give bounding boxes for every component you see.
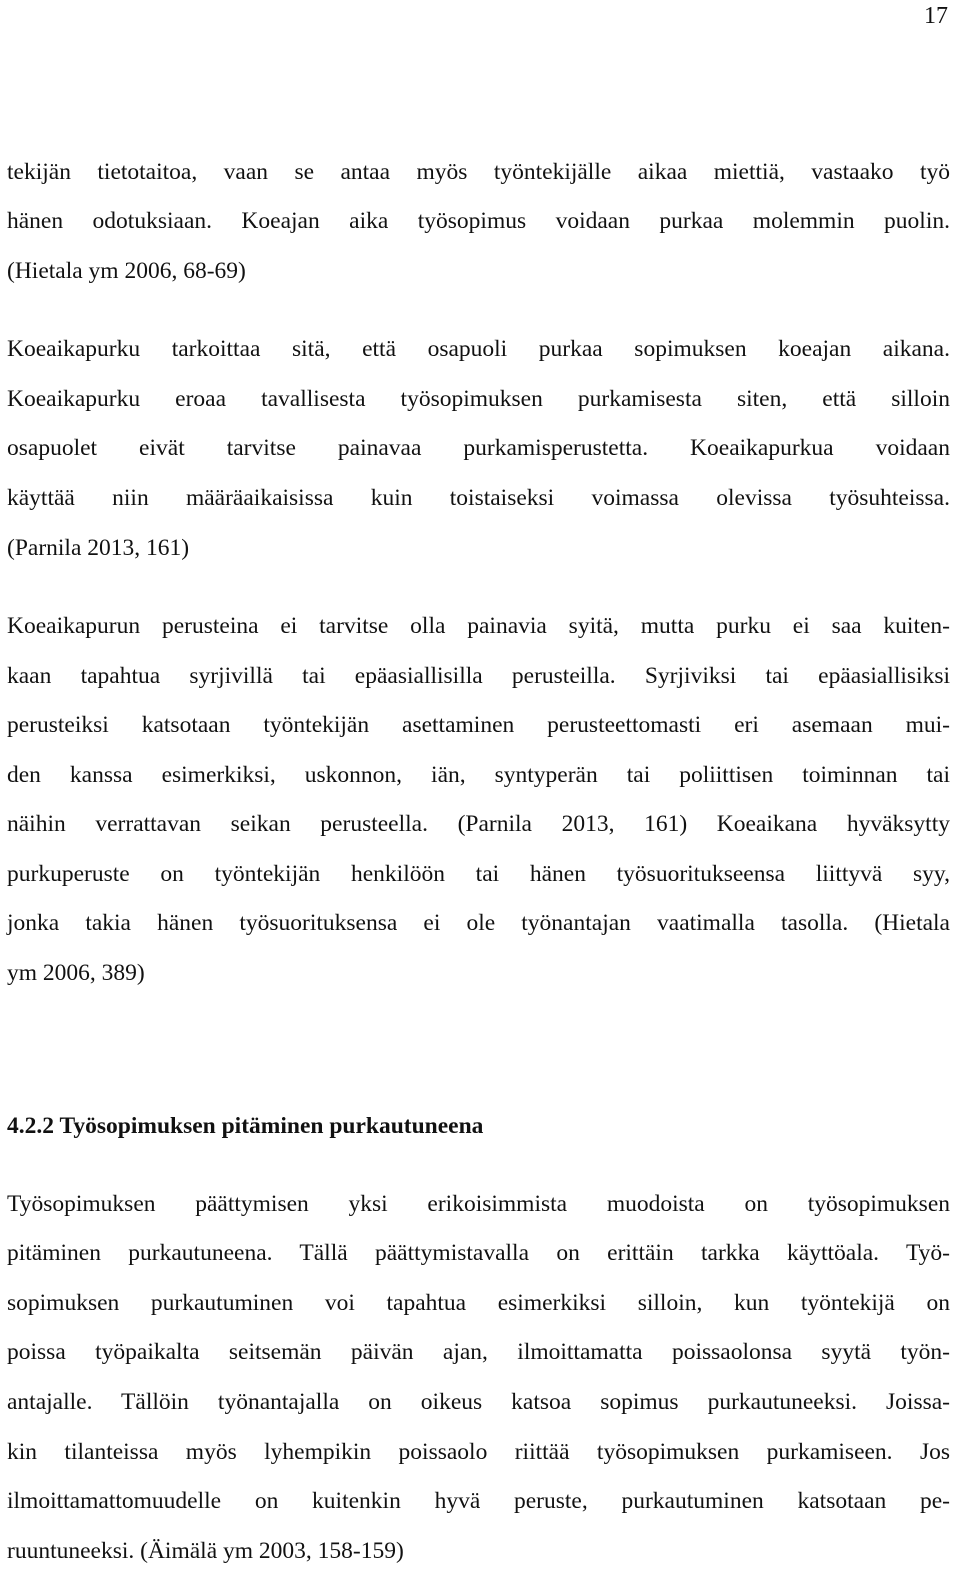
paragraph-3-line-1: Koeaikapurun perusteina ei tarvitse olla painavia syitä, mutta purku ei saa kuiten- <box>7 613 950 639</box>
paragraph-4-line-6: kin tilanteissa myös lyhempikin poissaolo riittää työsopimuksen purkamiseen. Jos <box>7 1439 950 1465</box>
paragraph-1-line-2: hänen odotuksiaan. Koeajan aika työsopimus voidaan purkaa molemmin puolin. <box>7 208 950 234</box>
paragraph-2-line-2: Koeaikapurku eroaa tavallisesta työsopimuksen purkamisesta siten, että silloin <box>7 386 950 412</box>
paragraph-2-line-5: (Parnila 2013, 161) <box>7 535 190 561</box>
paragraph-2-line-4: käyttää niin määräaikaisissa kuin toistaiseksi voimassa olevissa työsuhteissa. <box>7 485 950 511</box>
paragraph-2-line-1: Koeaikapurku tarkoittaa sitä, että osapuoli purkaa sopimuksen koeajan aikana. <box>7 336 950 362</box>
paragraph-4-line-8: ruuntuneeksi. (Äimälä ym 2003, 158-159) <box>7 1538 404 1564</box>
paragraph-3-line-4: den kanssa esimerkiksi, uskonnon, iän, syntyperän tai poliittisen toiminnan tai <box>7 762 950 788</box>
paragraph-3-line-5: näihin verrattavan seikan perusteella. (Parnila 2013, 161) Koeaikana hyväksytty <box>7 811 950 837</box>
paragraph-3-line-6: purkuperuste on työntekijän henkilöön tai hänen työsuoritukseensa liittyvä syy, <box>7 861 950 887</box>
paragraph-4-line-4: poissa työpaikalta seitsemän päivän ajan, ilmoittamatta poissaolonsa syytä työn- <box>7 1339 950 1365</box>
paragraph-4-line-1: Työsopimuksen päättymisen yksi erikoisimmista muodoista on työsopimuksen <box>7 1191 950 1217</box>
paragraph-3-line-7: jonka takia hänen työsuorituksensa ei ole työnantajan vaatimalla tasolla. (Hietala <box>7 910 950 936</box>
paragraph-4-line-2: pitäminen purkautuneena. Tällä päättymistavalla on erittäin tarkka käyttöala. Työ- <box>7 1240 950 1266</box>
paragraph-3-line-3: perusteiksi katsotaan työntekijän asettaminen perusteettomasti eri asemaan mui- <box>7 712 950 738</box>
paragraph-4-line-5: antajalle. Tällöin työnantajalla on oikeus katsoa sopimus purkautuneeksi. Joissa- <box>7 1389 950 1415</box>
paragraph-1-line-1: tekijän tietotaitoa, vaan se antaa myös työntekijälle aikaa miettiä, vastaako työ <box>7 159 950 185</box>
paragraph-3-line-2: kaan tapahtua syrjivillä tai epäasiallisilla perusteilla. Syrjiviksi tai epäasiallisiksi <box>7 663 950 689</box>
paragraph-4-line-3: sopimuksen purkautuminen voi tapahtua esimerkiksi silloin, kun työntekijä on <box>7 1290 950 1316</box>
paragraph-2-line-3: osapuolet eivät tarvitse painavaa purkamisperustetta. Koeaikapurkua voidaan <box>7 435 950 461</box>
page-number: 17 <box>924 3 948 29</box>
paragraph-3-line-8: ym 2006, 389) <box>7 960 145 986</box>
paragraph-1-line-3: (Hietala ym 2006, 68-69) <box>7 258 246 284</box>
paragraph-4-line-7: ilmoittamattomuudelle on kuitenkin hyvä peruste, purkautuminen katsotaan pe- <box>7 1488 950 1514</box>
section-heading: 4.2.2 Työsopimuksen pitäminen purkautuneena <box>7 1113 484 1139</box>
